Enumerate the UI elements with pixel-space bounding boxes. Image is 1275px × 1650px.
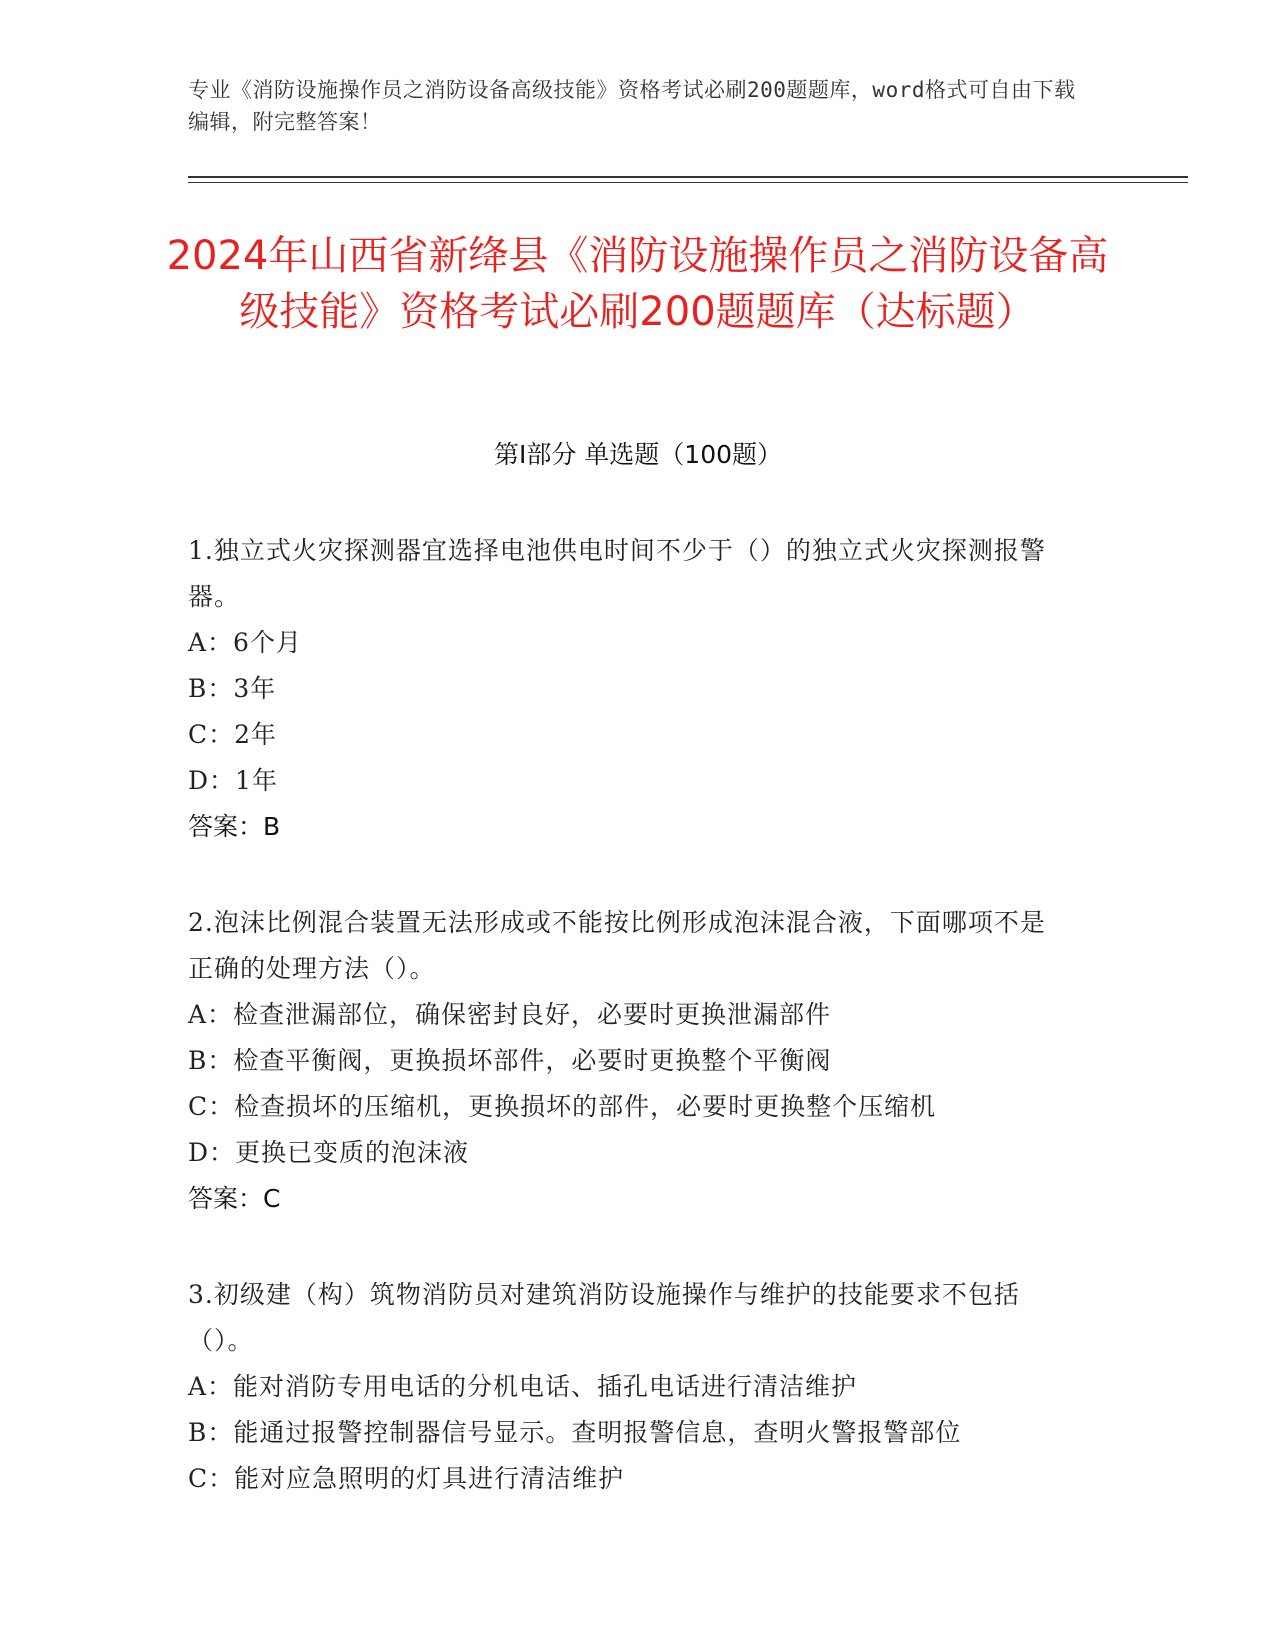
option-b: B：检查平衡阀，更换损坏部件，必要时更换整个平衡阀: [188, 1046, 832, 1075]
option-c: C：检查损坏的压缩机，更换损坏的部件，必要时更换整个压缩机: [188, 1092, 937, 1121]
option-b: B：能通过报警控制器信号显示。查明报警信息，查明火警报警部位: [188, 1418, 962, 1447]
section-heading: 第I部分 单选题（100题）: [493, 440, 783, 469]
option-d: D：更换已变质的泡沫液: [188, 1138, 470, 1167]
option-a: A：6个月: [188, 628, 302, 657]
question-stem: 2.泡沫比例混合装置无法形成或不能按比例形成泡沫混合液，下面哪项不是正确的处理方法（）。: [188, 908, 1046, 983]
option-c: C：能对应急照明的灯具进行清洁维护: [188, 1464, 625, 1493]
question-stem: 3.初级建（构）筑物消防员对建筑消防设施操作与维护的技能要求不包括（）。: [188, 1280, 1020, 1355]
option-a: A：能对消防专用电话的分机电话、插孔电话进行清洁维护: [188, 1372, 858, 1401]
header-note: 专业《消防设施操作员之消防设备高级技能》资格考试必刷200题题库，word格式可自由下载编辑，附完整答案！: [188, 78, 1076, 134]
option-a: A：检查泄漏部位，确保密封良好，必要时更换泄漏部件: [188, 1000, 832, 1029]
question-3: [188, 1272, 1068, 1502]
question-1: [188, 528, 1068, 850]
question-2: [188, 900, 1068, 1222]
question-list: [188, 528, 1068, 1552]
header-divider-thin: [188, 182, 1188, 183]
answer: 答案：B: [188, 812, 281, 841]
option-b: B：3年: [188, 674, 277, 703]
option-d: D：1年: [188, 766, 278, 795]
document-title: 2024年山西省新绛县《消防设施操作员之消防设备高级技能》资格考试必刷200题题库（达标题）: [166, 233, 1109, 335]
question-stem: 1.独立式火灾探测器宜选择电池供电时间不少于（）的独立式火灾探测报警器。: [188, 536, 1046, 611]
answer: 答案：C: [188, 1184, 281, 1213]
header-divider: [188, 176, 1188, 178]
option-c: C：2年: [188, 720, 278, 749]
